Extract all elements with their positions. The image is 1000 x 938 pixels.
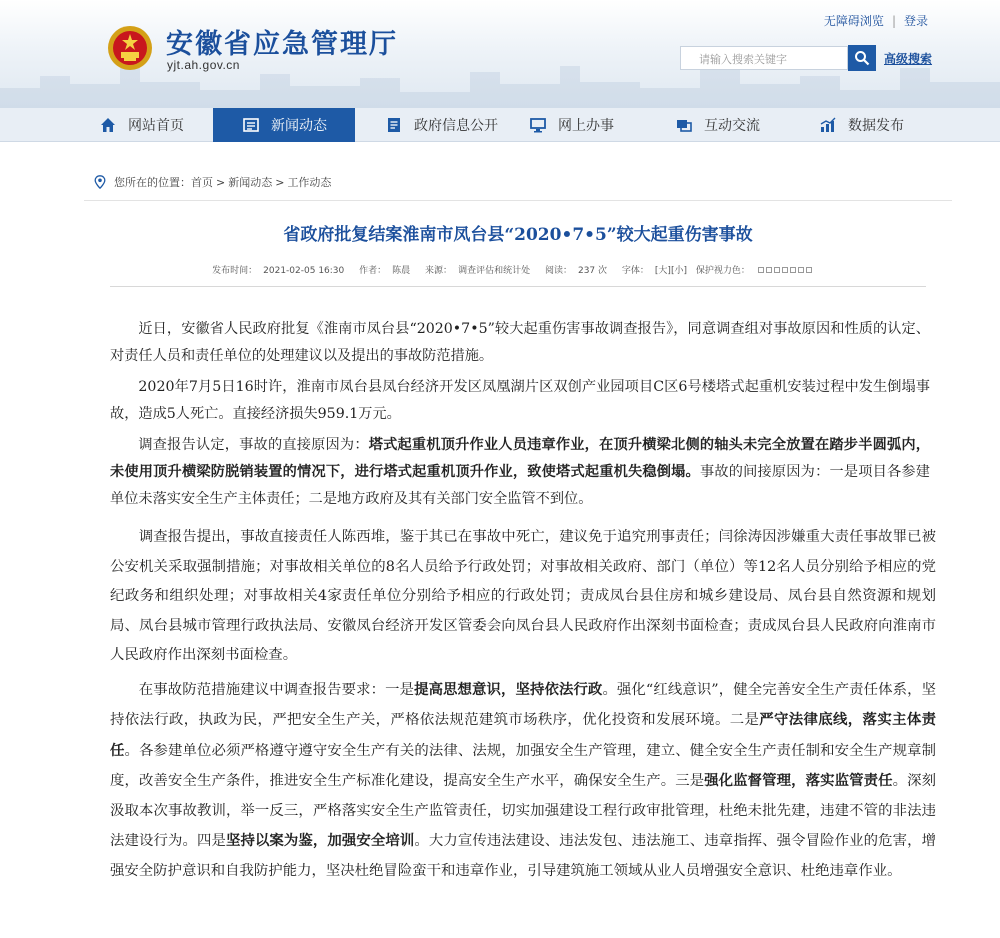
location-pin-icon	[94, 175, 106, 189]
swatch-option[interactable]	[766, 267, 772, 273]
swatch-option[interactable]	[774, 267, 780, 273]
font-large-button[interactable]: [大]	[654, 266, 671, 276]
swatch-option[interactable]	[790, 267, 796, 273]
paragraph-text: 。强化“红线意识”，健全完善安全生产责任体系，坚持依法行政，执政为民，严把安全生产关，严格依法规范建筑市场秩序，优化投资和发展环境。二是	[110, 681, 936, 728]
eye-protect-label: 保护视力色：	[695, 266, 750, 276]
source-label: 来源：	[425, 266, 453, 276]
font-size-control	[622, 266, 687, 276]
paragraph-text: 事故的间接原因为：一是项目各参建单位未落实安全生产主体责任；二是地方政府及其有关部门安全监管不到位。	[110, 464, 930, 507]
nav-item-data-release[interactable]	[820, 108, 904, 142]
paragraph-text: 。深刻汲取本次事故教训，举一反三，严格落实安全生产监管责任，切实加强建设工程行政审批管理，杜绝未批先建，违建不管的非法违法建设行为。四是	[110, 773, 936, 849]
paragraph-bold-text: 提高思想意识，坚持依法行政	[414, 680, 603, 698]
nav-item-label: 数据发布	[848, 118, 904, 134]
home-icon	[100, 117, 116, 133]
publish-time-label: 发布时间：	[212, 266, 258, 276]
chat-icon	[676, 117, 692, 133]
login-link[interactable]: 登录	[903, 14, 928, 28]
nav-item-home[interactable]	[100, 108, 184, 142]
article-paragraph: 调查报告提出，事故直接责任人陈西堆，鉴于其已在事故中死亡，建议免于追究刑事责任；闫徐涛因涉嫌重大责任事故罪已被公安机关采取强制措施；对事故相关单位的8名人员给予行政处罚；对事故相关政府、部门（单位）等12名人员分别给予相应的党纪政务和组织处理；对事故相关4家责任单位分别给予相应的行政处罚；责成凤台县住房和城乡建设局、凤台县自然资源和规划局、凤台县城市管理行政执法局、安徽凤台经济开发区管委会向凤台县人民政府作出深刻书面检查；责成凤台县人民政府向淮南市人民政府作出深刻书面检查。	[110, 529, 936, 663]
nav-item-online-service[interactable]	[530, 108, 614, 142]
top-links	[824, 12, 928, 29]
breadcrumb-item-home[interactable]: 首页	[191, 176, 213, 189]
breadcrumb-divider	[84, 200, 952, 201]
advanced-search-link[interactable]: 高级搜索	[884, 52, 933, 66]
top-link-separator: |	[891, 14, 896, 28]
source-value: 调查评估和统计处	[458, 266, 531, 276]
breadcrumb-prefix: 您所在的位置：	[114, 176, 191, 189]
eye-protect-swatches	[756, 266, 812, 276]
font-small-button[interactable]: [小]	[670, 266, 687, 276]
swatch-option[interactable]	[758, 267, 764, 273]
monitor-icon	[530, 117, 546, 133]
bar-chart-icon	[820, 117, 836, 133]
nav-item-label: 网上办事	[558, 118, 614, 134]
main-nav	[0, 108, 1000, 142]
search-icon	[854, 50, 870, 66]
paragraph-bold-text: 坚持以案为鉴，加强安全培训	[225, 832, 415, 849]
article-paragraph: 近日，安徽省人民政府批复《淮南市凤台县“2020•7•5”较大起重伤害事故调查报告》，同意调查组对事故原因和性质的认定、对责任人员和责任单位的处理建议以及提出的事故防范措施。	[110, 321, 930, 364]
paragraph-text: 在事故防范措施建议中调查报告要求：一是	[138, 681, 415, 698]
meta-divider	[110, 286, 926, 287]
swatch-option[interactable]	[798, 267, 804, 273]
author	[359, 266, 416, 276]
source	[425, 266, 536, 276]
paragraph-text: 调查报告认定，事故的直接原因为：	[138, 437, 369, 453]
site-name: 安徽省应急管理厅	[166, 29, 398, 60]
national-emblem-icon	[106, 24, 154, 72]
publish-time-value: 2021-02-05 16:30	[263, 266, 345, 276]
article-paragraph	[110, 675, 936, 887]
document-icon	[386, 117, 402, 133]
paragraph-text: 。各参建单位必须严格遵守遵守安全生产有关的法律、法规，加强安全生产管理，建立、健全安全生产责任制和安全生产规章制度，改善安全生产条件，推进安全生产标准化建设，提高安全生产水平，确保安全生产。三是	[110, 742, 936, 789]
author-label: 作者：	[359, 266, 387, 276]
views	[545, 266, 613, 276]
article-title: 省政府批复结案淮南市凤台县“2020•7•5”较大起重伤害事故	[283, 225, 753, 245]
breadcrumb-item-work-news[interactable]: 工作动态	[287, 176, 332, 189]
article-body-bottom	[110, 523, 936, 890]
nav-item-label: 互动交流	[704, 118, 760, 134]
paragraph-text: 。大力宣传违法建设、违法发包、违法施工、违章指挥、强令冒险作业的危害，增强安全防护意识和自我防护能力，坚决杜绝冒险蛮干和违章作业，引导建筑施工领域从业人员增强安全意识、杜绝违章作业。	[110, 833, 936, 879]
article-card	[70, 156, 966, 938]
paragraph-bold-text: 强化监督管理，落实监管责任	[704, 772, 893, 789]
nav-item-label: 新闻动态	[271, 118, 327, 134]
swatch-option[interactable]	[806, 267, 812, 273]
views-value: 237 次	[577, 266, 608, 276]
site-header	[0, 0, 1000, 108]
nav-item-interaction[interactable]	[676, 108, 760, 142]
author-value: 陈晨	[392, 266, 411, 276]
swatch-option[interactable]	[782, 267, 788, 273]
paragraph-bold-text: 严守法律底线，落实主体责任	[110, 711, 936, 759]
article-paragraph: 2020年7月5日16时许，淮南市凤台县凤台经济开发区凤凰湖片区双创产业园项目C区6号楼塔式起重机安装过程中发生倒塌事故，造成5人死亡。直接经济损失959.1万元。	[110, 379, 930, 422]
paragraph-bold-text: 塔式起重机顶升作业人员违章作业，在顶升横梁北侧的轴头未完全放置在踏步半圆弧内，未使用顶升横梁防脱销装置的情况下，进行塔式起重机顶升作业，致使塔式起重机失稳倒塌。	[110, 437, 930, 480]
breadcrumb	[94, 174, 331, 190]
article-meta	[70, 263, 966, 276]
publish-time	[212, 266, 350, 276]
search-input[interactable]: 请输入搜索关键字	[680, 46, 848, 70]
nav-item-news[interactable]	[213, 108, 355, 142]
font-size-label: 字体：	[621, 266, 649, 276]
nav-item-gov-info[interactable]	[386, 108, 498, 142]
accessibility-link[interactable]: 无障碍浏览	[823, 14, 884, 28]
site-domain: yjt.ah.gov.cn	[167, 58, 240, 72]
eye-protect-control	[696, 266, 818, 276]
nav-item-label: 网站首页	[128, 118, 184, 134]
article-paragraph	[110, 432, 930, 513]
views-label: 阅读：	[544, 266, 572, 276]
breadcrumb-separator: >	[216, 175, 226, 189]
nav-item-label: 政府信息公开	[414, 118, 498, 134]
search-button[interactable]	[848, 45, 876, 71]
breadcrumb-separator: >	[275, 175, 285, 189]
breadcrumb-item-news[interactable]: 新闻动态	[228, 176, 273, 189]
news-icon	[243, 117, 259, 133]
article-body-top	[110, 316, 930, 517]
